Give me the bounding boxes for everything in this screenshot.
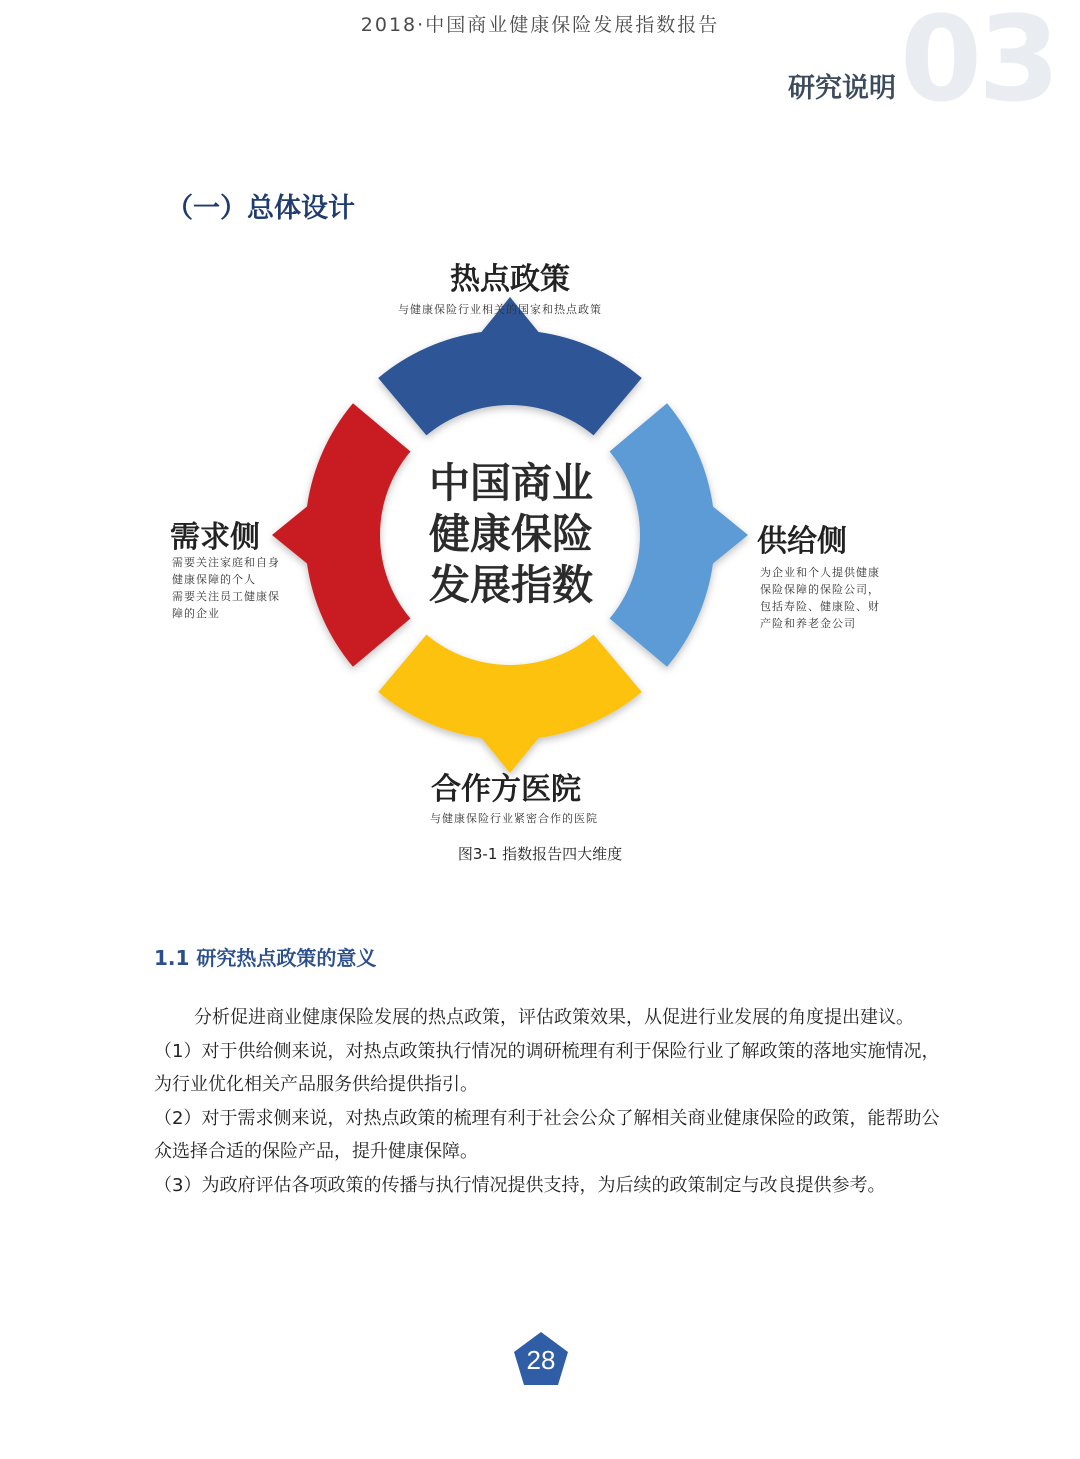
center-line-2: 健康保险 (429, 510, 593, 558)
diagram-center-label (400, 458, 622, 611)
right-desc-line: 产险和养老金公司 (760, 617, 856, 630)
figure-caption: 图3-1 指数报告四大维度 (457, 845, 623, 863)
body-paragraph-intro: 分析促进商业健康保险发展的热点政策，评估政策效果，从促进行业发展的角度提出建议。 (194, 1007, 914, 1028)
center-line-3: 发展指数 (429, 561, 593, 609)
ring-segment-left (272, 403, 410, 667)
dimension-left-title: 需求侧 (170, 520, 260, 555)
dimension-top-title: 热点政策 (450, 262, 570, 297)
report-header-title: 2018·中国商业健康保险发展指数报告 (360, 14, 720, 36)
ring-segment-right (610, 403, 748, 667)
body-text (154, 1001, 944, 1202)
section-title: （一）总体设计 (166, 193, 355, 224)
dimension-bottom-desc: 与健康保险行业紧密合作的医院 (430, 812, 598, 825)
chapter-title: 研究说明 (788, 73, 896, 104)
right-desc-line: 保险保障的保险公司， (760, 583, 880, 596)
left-desc-line: 健康保障的个人 (172, 573, 256, 586)
dimension-right-desc (760, 564, 880, 632)
dimension-top-desc: 与健康保险行业相关的国家和热点政策 (398, 303, 602, 316)
subsection-title: 1.1 研究热点政策的意义 (154, 946, 377, 970)
left-desc-line: 需要关注员工健康保 (172, 590, 280, 603)
ring-segment-bottom (378, 635, 642, 773)
left-desc-line: 需要关注家庭和自身 (172, 556, 280, 569)
body-paragraph-3: （3）为政府评估各项政策的传播与执行情况提供支持，为后续的政策制定与改良提供参考。 (154, 1174, 886, 1196)
page-number: 28 (526, 1345, 556, 1375)
center-line-1: 中国商业 (429, 459, 593, 507)
right-desc-line: 包括寿险、健康险、财 (760, 600, 880, 613)
dimension-left-desc (172, 554, 280, 622)
dimension-right-title: 供给侧 (757, 524, 847, 559)
body-paragraph-2: （2）对于需求侧来说，对热点政策的梳理有利于社会公众了解相关商业健康保险的政策，能帮助公众选择合适的保险产品，提升健康保障。 (154, 1107, 940, 1162)
chapter-number: 03 (900, 0, 1057, 128)
right-desc-line: 为企业和个人提供健康 (760, 566, 880, 579)
dimension-bottom-title: 合作方医院 (431, 772, 581, 807)
left-desc-line: 障的企业 (172, 607, 220, 620)
body-paragraph-1: （1）对于供给侧来说，对热点政策执行情况的调研梳理有利于保险行业了解政策的落地实施情况，为行业优化相关产品服务供给提供指引。 (154, 1040, 940, 1095)
